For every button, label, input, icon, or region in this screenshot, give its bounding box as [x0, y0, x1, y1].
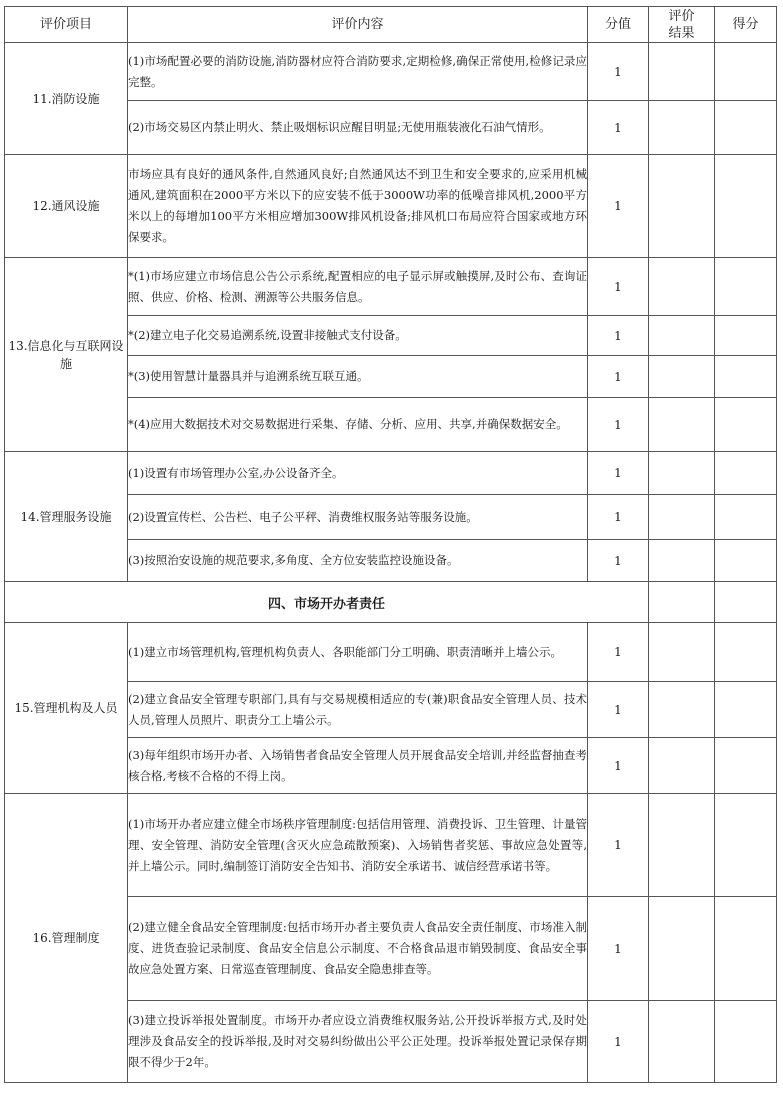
result-cell[interactable] [649, 155, 715, 258]
result-cell[interactable] [649, 794, 715, 897]
section-title: 四、市场开办者责任 [5, 582, 649, 623]
points-cell[interactable] [715, 738, 777, 794]
header-item: 评价项目 [5, 7, 128, 43]
table-row [5, 794, 777, 897]
points-cell[interactable] [715, 540, 777, 582]
item-cell: 11.消防设施 [5, 43, 128, 155]
score-cell: 1 [588, 540, 649, 582]
result-cell[interactable] [649, 316, 715, 356]
score-cell: 1 [588, 623, 649, 682]
content-cell: (3)建立投诉举报处置制度。市场开办者应设立消费维权服务站,公开投诉举报方式,及时处理涉及食品安全的投诉举报,及时对交易纠纷做出公平公正处理。投诉举报处置记录保存期限不得少于2年。 [128, 1001, 588, 1083]
points-cell[interactable] [715, 43, 777, 101]
result-cell[interactable] [649, 495, 715, 540]
item-cell: 15.管理机构及人员 [5, 623, 128, 794]
table-row [5, 258, 777, 316]
points-cell[interactable] [715, 794, 777, 897]
content-cell: (2)市场交易区内禁止明火、禁止吸烟标识应醒目明显;无使用瓶装液化石油气情形。 [128, 101, 588, 155]
score-cell: 1 [588, 1001, 649, 1083]
item-cell: 13.信息化与互联网设施 [5, 258, 128, 452]
content-cell: (1)建立市场管理机构,管理机构负责人、各职能部门分工明确、职责清晰并上墙公示。 [128, 623, 588, 682]
item-cell: 12.通风设施 [5, 155, 128, 258]
score-cell: 1 [588, 738, 649, 794]
content-cell: *(1)市场应建立市场信息公告公示系统,配置相应的电子显示屏或触摸屏,及时公布、查询证照、供应、价格、检测、溯源等公共服务信息。 [128, 258, 588, 316]
header-content: 评价内容 [128, 7, 588, 43]
score-cell: 1 [588, 101, 649, 155]
header-result-line1: 评价 [668, 8, 695, 24]
content-cell: (1)市场配置必要的消防设施,消防器材应符合消防要求,定期检修,确保正常使用,检修记录应完整。 [128, 43, 588, 101]
score-cell: 1 [588, 398, 649, 452]
score-cell: 1 [588, 155, 649, 258]
points-cell[interactable] [715, 316, 777, 356]
points-cell[interactable] [715, 452, 777, 495]
header-result-line2: 结果 [668, 25, 695, 41]
points-cell[interactable] [715, 155, 777, 258]
table-row [5, 623, 777, 682]
score-cell: 1 [588, 43, 649, 101]
header-row [5, 7, 777, 43]
points-cell[interactable] [715, 398, 777, 452]
result-cell[interactable] [649, 101, 715, 155]
result-cell[interactable] [649, 398, 715, 452]
content-cell: *(2)建立电子化交易追溯系统,设置非接触式支付设备。 [128, 316, 588, 356]
item-cell: 16.管理制度 [5, 794, 128, 1083]
result-cell[interactable] [649, 897, 715, 1001]
content-cell: (3)按照治安设施的规范要求,多角度、全方位安装监控设施设备。 [128, 540, 588, 582]
header-score: 分值 [588, 7, 649, 43]
content-cell: (3)每年组织市场开办者、入场销售者食品安全管理人员开展食品安全培训,并经监督抽查考核合格,考核不合格的不得上岗。 [128, 738, 588, 794]
points-cell[interactable] [715, 356, 777, 398]
result-cell[interactable] [649, 738, 715, 794]
header-points: 得分 [715, 7, 777, 43]
score-cell: 1 [588, 897, 649, 1001]
content-cell: (2)设置宣传栏、公告栏、电子公平秤、消费维权服务站等服务设施。 [128, 495, 588, 540]
result-cell[interactable] [649, 540, 715, 582]
content-cell: (2)建立食品安全管理专职部门,具有与交易规模相适应的专(兼)职食品安全管理人员、技术人员,管理人员照片、职责分工上墙公示。 [128, 682, 588, 738]
score-cell: 1 [588, 682, 649, 738]
table-row [5, 43, 777, 101]
score-cell: 1 [588, 258, 649, 316]
points-cell[interactable] [715, 582, 777, 623]
table-row [5, 452, 777, 495]
score-cell: 1 [588, 316, 649, 356]
score-cell: 1 [588, 452, 649, 495]
points-cell[interactable] [715, 495, 777, 540]
score-cell: 1 [588, 794, 649, 897]
points-cell[interactable] [715, 897, 777, 1001]
content-cell: *(3)使用智慧计量器具并与追溯系统互联互通。 [128, 356, 588, 398]
content-cell: 市场应具有良好的通风条件,自然通风良好;自然通风达不到卫生和安全要求的,应采用机械通风,建筑面积在2000平方米以下的应安装不低于3000W功率的低噪音排风机,2000平方米以上的每增加100平方米相应增加300W排风机设备;排风机口布局应符合国家或地方环保要求。 [128, 155, 588, 258]
item-cell: 14.管理服务设施 [5, 452, 128, 582]
result-cell[interactable] [649, 582, 715, 623]
content-cell: *(4)应用大数据技术对交易数据进行采集、存储、分析、应用、共享,并确保数据安全。 [128, 398, 588, 452]
points-cell[interactable] [715, 623, 777, 682]
result-cell[interactable] [649, 452, 715, 495]
result-cell[interactable] [649, 43, 715, 101]
points-cell[interactable] [715, 682, 777, 738]
result-cell[interactable] [649, 356, 715, 398]
content-cell: (1)市场开办者应建立健全市场秩序管理制度:包括信用管理、消费投诉、卫生管理、计量管理、安全管理、消防安全管理(含灭火应急疏散预案)、入场销售者奖惩、事故应急处置等,并上墙公示。同时,编制签订消防安全告知书、消防安全承诺书、诚信经营承诺书等。 [128, 794, 588, 897]
result-cell[interactable] [649, 682, 715, 738]
result-cell[interactable] [649, 1001, 715, 1083]
points-cell[interactable] [715, 1001, 777, 1083]
content-cell: (1)设置有市场管理办公室,办公设备齐全。 [128, 452, 588, 495]
result-cell[interactable] [649, 623, 715, 682]
result-cell[interactable] [649, 258, 715, 316]
points-cell[interactable] [715, 101, 777, 155]
points-cell[interactable] [715, 258, 777, 316]
score-cell: 1 [588, 495, 649, 540]
score-cell: 1 [588, 356, 649, 398]
header-result [649, 7, 715, 43]
content-cell: (2)建立健全食品安全管理制度:包括市场开办者主要负责人食品安全责任制度、市场准入制度、进货查验记录制度、食品安全信息公示制度、不合格食品退市销毁制度、食品安全事故应急处置方案、日常巡查管理制度、食品安全隐患排查等。 [128, 897, 588, 1001]
table-row [5, 155, 777, 258]
section-row [5, 582, 777, 623]
evaluation-table [4, 6, 777, 1083]
